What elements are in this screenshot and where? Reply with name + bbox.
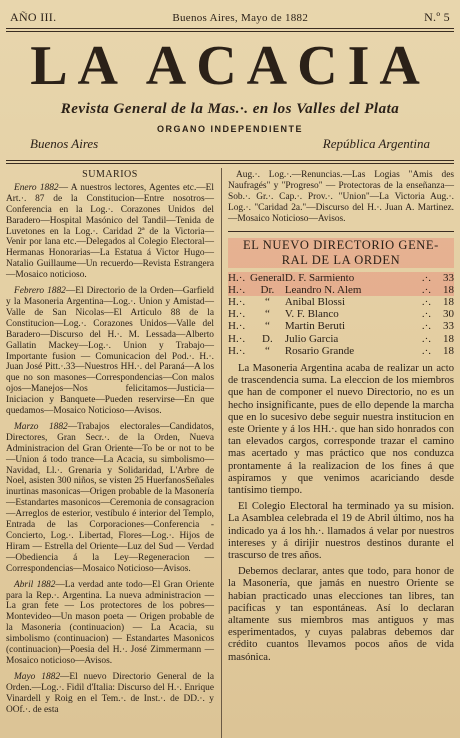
directory-row	[228, 284, 454, 296]
masthead-top-line	[10, 10, 450, 25]
directory-prefix: “	[264, 295, 270, 308]
directory-degree: 18	[443, 295, 454, 308]
directory-degree: 33	[443, 320, 454, 333]
directory-dots: .·.	[421, 271, 431, 284]
article-paragraph: El Colegio Electoral ha terminado ya su mision. La Asamblea celebrada el 19 de Abril último, nos ha indicado ya á los hh.·. llamados á velar por nuestros intereses y á dirijir nuestros destinos durante el trascurso de tres años.	[228, 501, 454, 561]
directory-list	[228, 272, 454, 357]
directory-name: Martin Beruti	[284, 320, 345, 333]
directory-degree: 33	[443, 271, 454, 284]
directory-row	[228, 272, 454, 284]
year-label: AÑO III.	[10, 10, 57, 24]
sumario-entry: Febrero 1882—El Directorio de la Orden—Garfield y la Masoneria Argentina—Log.·. Union y Amistad—Valle de San Nicolas—El Articulo 88 de la Constitucion—Log.·. Corazones Unidos—Valle del Baradero—Discurso del H.·. M. Lessada—Alberto Gallatin Mackey—Log.·. Union y Trabajo—Importante fusion — Comunicacion del Pod.·. H.·. Juan José Pitt.·.33—Nuestros HH.·. del Paraná—A los que no son masones—Correspondencias—Con malos ojos—Manejos—Nos felicitamos—Justicia—Iniciacion y Banquete—Pueden reservirse—En que quedamos—Mosaico Noticioso—Avisos.	[6, 286, 214, 417]
directory-dots: .·.	[421, 295, 431, 308]
place-date: Buenos Aires, Mayo de 1882	[172, 12, 309, 24]
directory-prefix: “	[264, 344, 270, 357]
directory-degree: 18	[443, 332, 454, 345]
directory-name: D. F. Sarmiento	[284, 271, 355, 284]
sumario-entry: Abril 1882—La verdad ante todo—El Gran Oriente para la Rep.·. Argentina. La nueva administracion — La gran fete — Los protectores de los pobres—Montevideo—Un mason poeta — Origen probable de la Masoneria (continuacion) — La Acacia, su simbolismo (continuacion) — Estandartes Masonicos (continuacion)—Poesia del H.·. José Zimmermann — Mosaico noticioso—Avisos.	[6, 579, 214, 666]
place-line	[30, 136, 430, 152]
directory-name: Anibal Blossi	[284, 295, 346, 308]
directory-name: V. F. Blanco	[284, 308, 339, 321]
directory-h: H.·.	[228, 283, 246, 296]
directory-row	[228, 308, 454, 320]
newspaper-title: LA ACACIA	[30, 35, 430, 97]
directory-dots: .·.	[421, 283, 431, 296]
directory-h: H.·.	[228, 320, 246, 333]
directory-row	[228, 320, 454, 332]
section-rule	[228, 231, 454, 232]
column-divider	[221, 168, 222, 738]
directory-dots: .·.	[421, 320, 431, 333]
top-rule-double	[6, 31, 454, 32]
directory-dots: .·.	[421, 332, 431, 345]
sumario-entry: Mayo 1882—El nuevo Directorio General de la Orden.—Log.·. Fidil d'Italia: Discurso del H.·. Enrique Vinardell y Roig en el Tem.·. de Inst.·. de DD.·. y OOf.·. de esta	[6, 671, 214, 715]
top-rule	[6, 28, 454, 29]
sumario-entry: Marzo 1882—Trabajos electorales—Candidatos, Directores, Gran Secr.·. de la Orden, Nueva Administracion del Gran Oriente—To be or not to be—Union á todo trance—La Acacia, su simbolismo—Navidad, Ll.·. Grenaria y Solidaridad, L'Arbre de Noel, asisten 300 niños, se visten 25 HuerfanosSeñales inurtinas masonicas—Origen probable de la Masonería—Estandartes masonicos—Ceremonia de consagracion—Arreglos de esterior, vestíbulo é interior del Templo, Entrada de las Corporaciones—Conferencia - Concierto, Log.·. Libertad, Flores—Log.·. Hijos de Hiram — Estrella del Oriente—Luz del Sud — Verdad—Obediencia á la Ley—Regeneracion — Correspondencias—Mosaico Noticioso—Avisos.	[6, 421, 215, 574]
directory-row	[228, 333, 454, 345]
article-paragraph: Debemos declarar, antes que todo, para honor de la Masonería, que jamás en nuestro Oriente se habian practicado unas elecciones tan libres, tan pacificas y tan espontáneas. Así lo declaran altamente sus miembros mas antiguos y mas esperimentados, y cuyas palabras debemos dar crédito cuantos llevamos pocos años de vida masónica.	[228, 566, 454, 663]
masthead-bottom-rule	[6, 160, 454, 161]
directory-name: Julio Garcia	[284, 332, 339, 345]
directory-h: H.·.	[228, 271, 246, 284]
directory-prefix: “	[264, 320, 270, 333]
directory-row	[228, 345, 454, 357]
directory-dots: .·.	[421, 344, 431, 357]
directory-row	[228, 296, 454, 308]
directory-degree: 30	[443, 308, 454, 321]
directory-h: H.·.	[228, 332, 246, 345]
sumario-entry: Enero 1882— A nuestros lectores, Agentes etc.—El Art.·. 87 de la Constitucion—Entre nosotros—Conferencia en la Log.·. Corazones Unidos del Baradero—Hospital Masónico del Tandil—Tenida de Luvetones en la Log.·. Caridad 2ª de la Victoria—Venir por lana etc.—Delegados al Colegio Electoral—Hermanas Honorarias—La Estatua á Victor Hugo—Natalio Guillaume—Un recuerdo—Revista Estrangera—Mosaico noticioso.	[6, 182, 214, 281]
city-label: Buenos Aires	[30, 136, 99, 151]
directory-prefix: General	[250, 271, 285, 284]
directory-h: H.·.	[228, 308, 246, 321]
directory-name: Leandro N. Alem	[284, 283, 362, 296]
article-paragraph: La Masoneria Argentina acaba de realizar un acto de trascendencia suma. La eleccion de los miembros que han de componer el nuevo Directorio, no es un hecho insignificante, pues de ello depende la marcha que en lo sucesivo debe seguir nuestra institucion en este Oriente y á los HH.·. que han sido honrados con tan elevados cargos, corresponde trazar el camino mas acertado y mas práctico que nos conduzca prontamente á la realizacion de los fines á que aspiramos y que venimos acariciando desde tantísimo tiempo.	[228, 362, 454, 496]
sumarios-column	[6, 170, 214, 721]
directory-degree: 18	[443, 344, 454, 357]
directory-dots: .·.	[421, 308, 431, 321]
directory-degree: 18	[443, 283, 454, 296]
organ-label: ORGANO INDEPENDIENTE	[156, 124, 303, 134]
directory-h: H.·.	[228, 295, 246, 308]
directory-name: Rosario Grande	[284, 344, 355, 357]
directory-prefix: D.	[262, 332, 273, 345]
country-label: República Argentina	[322, 136, 430, 151]
sumario-continuation: Aug.·. Log.·.—Renuncias.—Las Logias "Amis des Naufragés" y "Progreso" — Protectoras de la enseñanza—Sob.·. Gr.·. Cap.·. Prov.·. "Union"—La Victoria Aug.·. Log.·. "Caridad 2a."—Discurso del H.·. Juan A. Martinez.—Mosaico Noticioso—Avisos.	[228, 170, 454, 224]
directory-prefix: Dr.	[260, 283, 275, 296]
masthead-bottom-rule-double	[6, 163, 454, 164]
article-column	[228, 170, 454, 668]
directory-h: H.·.	[228, 344, 246, 357]
article-heading: EL NUEVO DIRECTORIO GENE- RAL DE LA ORDEN	[228, 238, 454, 268]
directory-prefix: “	[264, 308, 270, 321]
issue-number: N.º 5	[424, 10, 450, 24]
sumarios-heading: SUMARIOS	[82, 169, 138, 180]
newspaper-subtitle: Revista General de la Mas.·. en los Valles del Plata	[60, 101, 400, 117]
